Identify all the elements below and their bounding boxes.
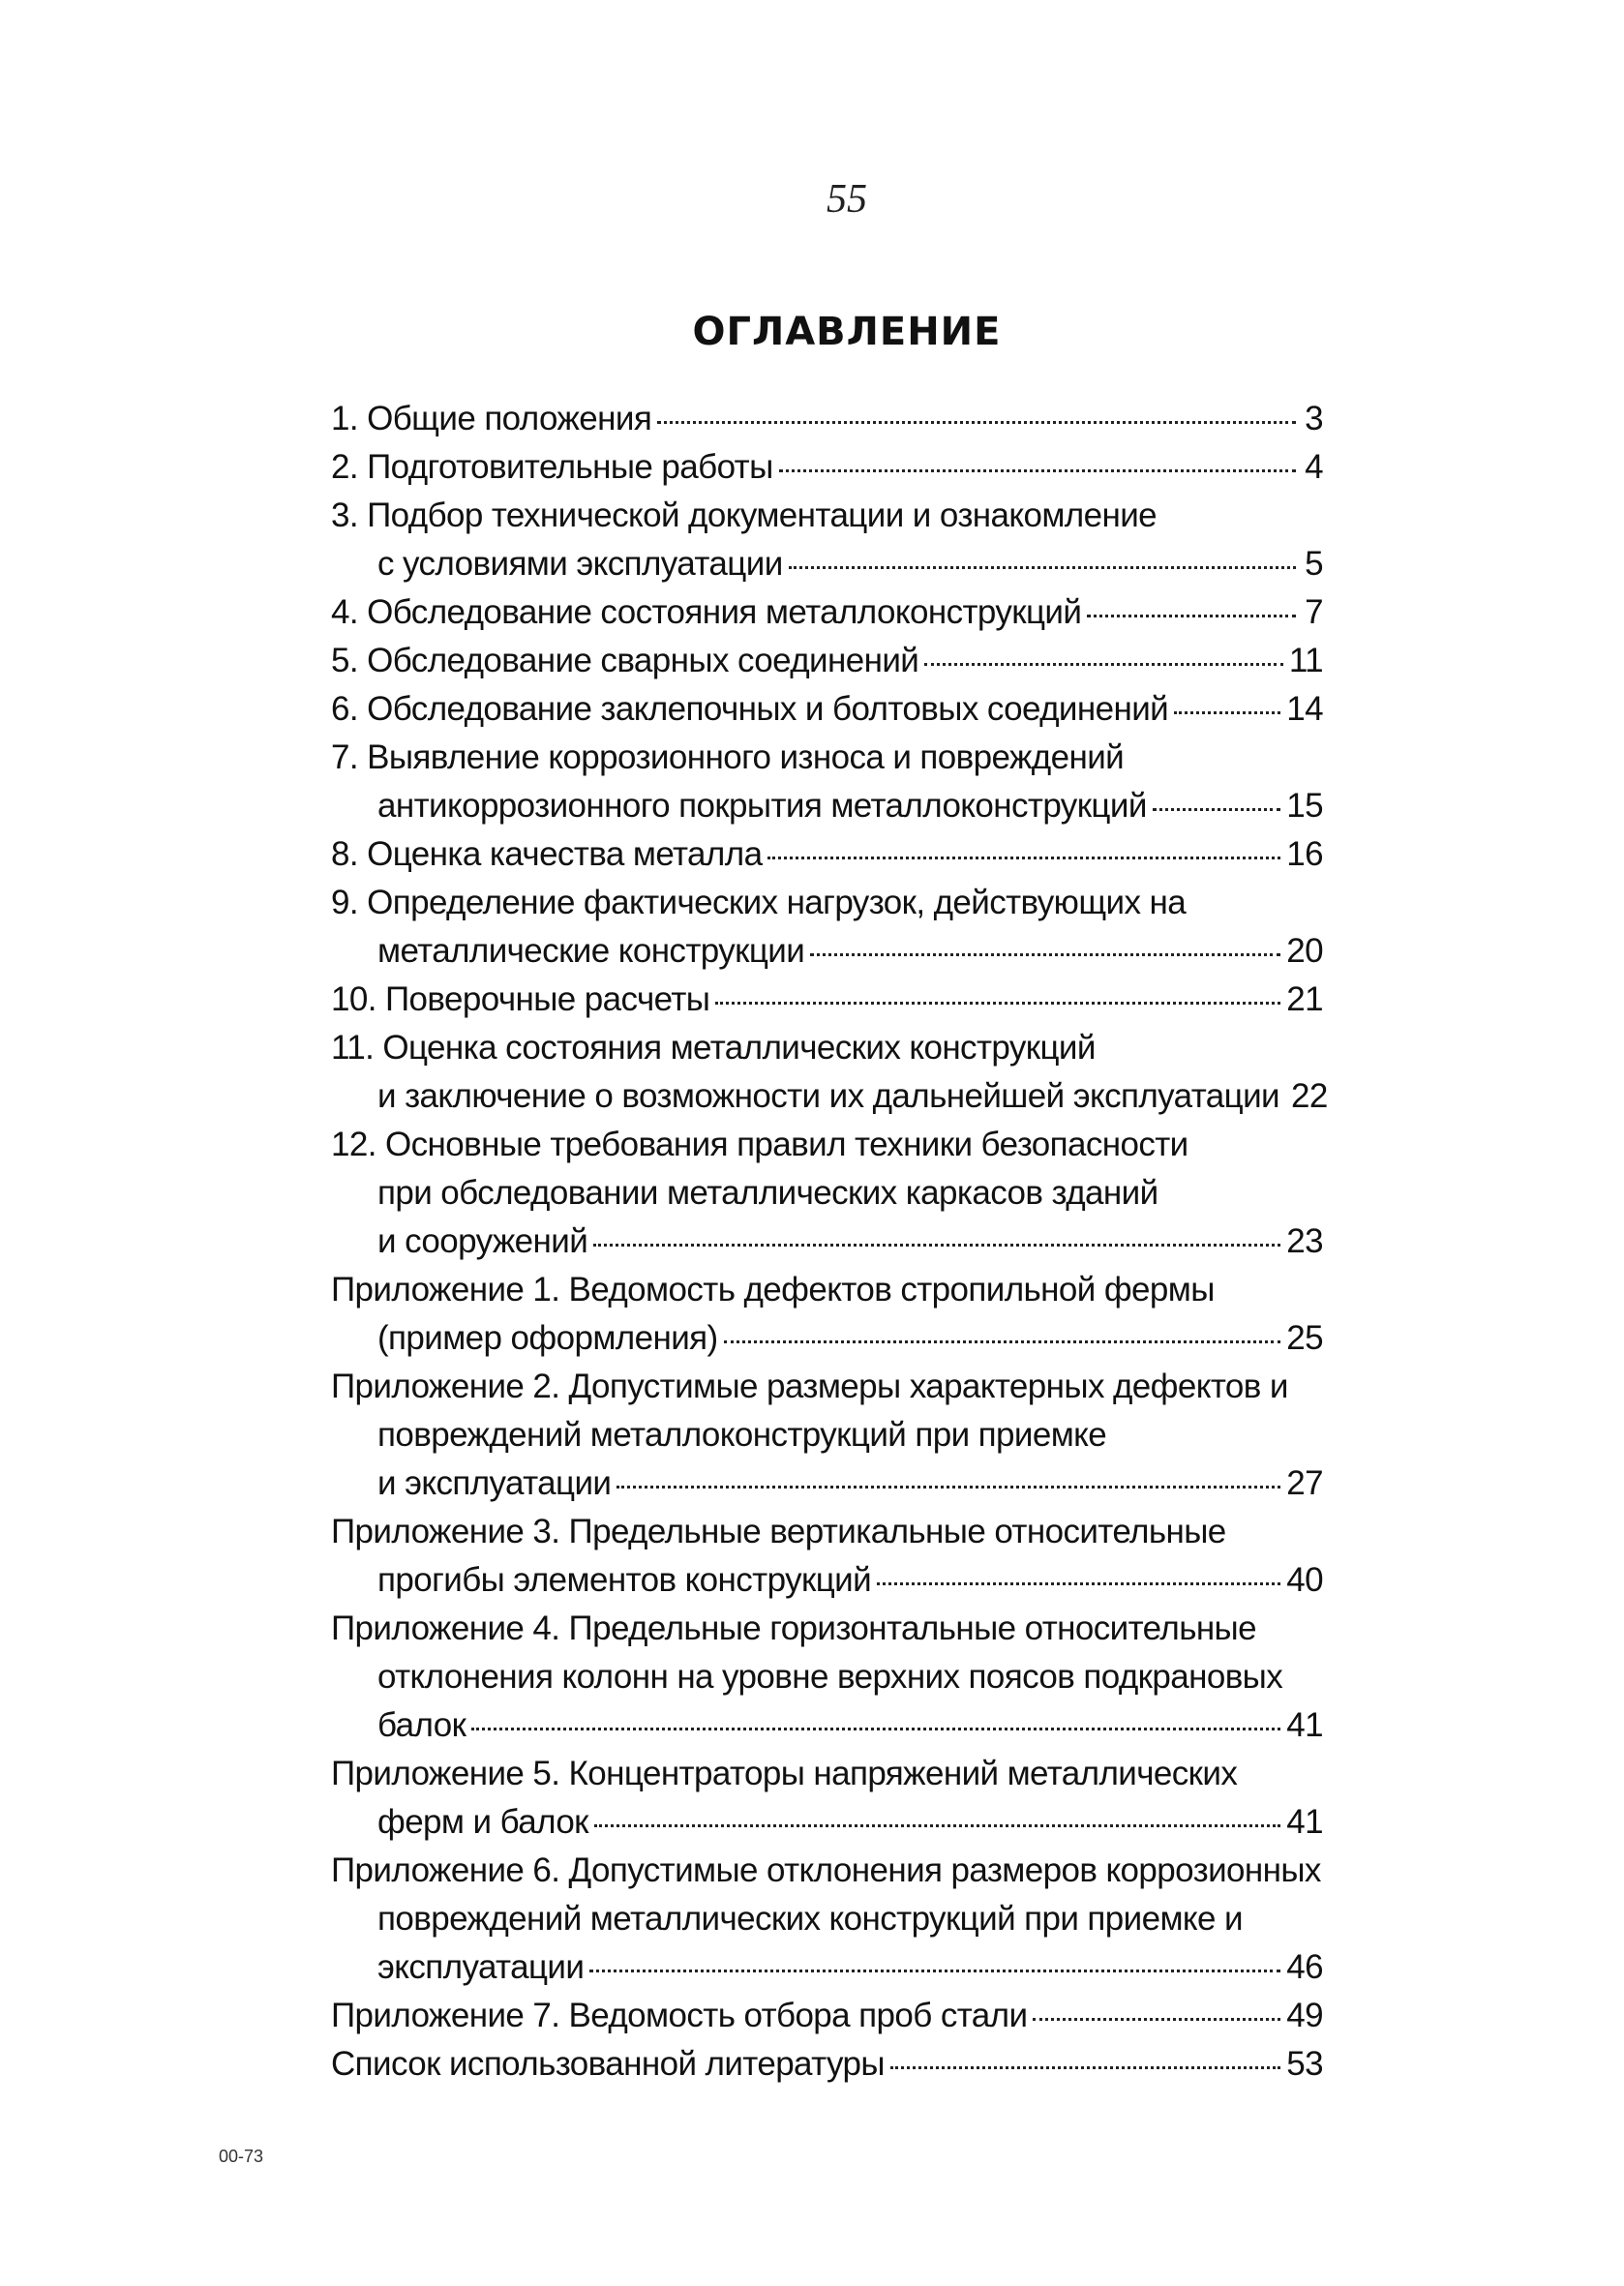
dot-leader	[724, 1340, 1281, 1343]
toc-entry[interactable]	[331, 588, 1323, 637]
dot-leader	[1087, 615, 1296, 617]
toc-entry-text: Список использованной литературы	[331, 2045, 885, 2083]
toc-entry-line	[331, 2040, 1323, 2089]
toc-entry[interactable]	[331, 685, 1323, 734]
toc-entry-text: 12. Основные требования правил техники безопасности	[331, 1126, 1188, 1163]
toc-entry-text: 3. Подбор технической документации и ознакомление	[331, 496, 1158, 534]
toc-entry-line	[331, 1024, 1323, 1072]
toc-entry[interactable]	[331, 637, 1323, 685]
toc-entry-text: Приложение 4. Предельные горизонтальные относительные	[331, 1609, 1256, 1647]
toc-entry-text: 4. Обследование состояния металлоконструкций	[331, 593, 1082, 631]
dot-leader	[1033, 2018, 1280, 2021]
toc-entry-text: и эксплуатации	[377, 1464, 612, 1502]
toc-entry[interactable]	[331, 1266, 1323, 1363]
footer-code: 00-73	[219, 2147, 264, 2166]
toc-entry-text: металлические конструкции	[377, 932, 805, 970]
toc-entry[interactable]	[331, 1605, 1323, 1750]
toc-entry-text: 6. Обследование заклепочных и болтовых соединений	[331, 690, 1169, 728]
toc-page-number: 11	[1288, 642, 1323, 679]
toc-entry-text: Приложение 3. Предельные вертикальные относительные	[331, 1513, 1226, 1550]
toc-page-number: 15	[1286, 787, 1323, 825]
dot-leader	[789, 566, 1296, 569]
toc-entry-line	[331, 1847, 1323, 1895]
toc-entry-continuation	[331, 1943, 1323, 1992]
toc-entry[interactable]	[331, 1847, 1323, 1992]
toc-entry-text: (пример оформления)	[377, 1319, 718, 1357]
toc-entry-continuation	[331, 1314, 1323, 1363]
toc-entry-continuation	[331, 1556, 1323, 1605]
dot-leader	[767, 857, 1280, 859]
toc-entry-line	[331, 395, 1323, 443]
toc-entry[interactable]	[331, 830, 1323, 879]
toc-entry-text: повреждений металлоконструкций при приемке	[377, 1416, 1107, 1454]
toc-page-number: 41	[1286, 1706, 1323, 1744]
toc-page-number: 23	[1286, 1222, 1323, 1260]
toc-entry[interactable]	[331, 1750, 1323, 1847]
toc-entry-line	[331, 879, 1323, 927]
toc-entry-text: 11. Оценка состояния металлических конструкций	[331, 1029, 1096, 1067]
toc-entry-line	[331, 1363, 1323, 1411]
toc-entry-continuation	[331, 1653, 1323, 1701]
toc-entry[interactable]	[331, 492, 1323, 588]
toc-entry-line	[331, 976, 1323, 1024]
toc-entry-text: Приложение 5. Концентраторы напряжений металлических	[331, 1755, 1238, 1792]
dot-leader	[594, 1824, 1280, 1827]
toc-page-number: 3	[1305, 400, 1323, 437]
toc-entry[interactable]	[331, 734, 1323, 830]
toc-entry-continuation	[331, 1411, 1323, 1459]
toc-entry-text: ферм и балок	[377, 1803, 588, 1841]
toc-page-number: 25	[1286, 1319, 1323, 1357]
toc-page-number: 7	[1305, 593, 1323, 631]
toc-entry-line	[331, 734, 1323, 782]
dot-leader	[593, 1244, 1280, 1247]
toc-entry[interactable]	[331, 2040, 1323, 2089]
toc-page-number: 41	[1286, 1803, 1323, 1841]
toc-entry-continuation	[331, 1701, 1323, 1750]
toc-entry-line	[331, 637, 1323, 685]
toc-page-number: 16	[1286, 835, 1323, 873]
toc-entry-continuation	[331, 1798, 1323, 1847]
toc-page-number: 21	[1286, 980, 1323, 1018]
toc-page-number: 22	[1291, 1077, 1328, 1115]
toc-entry-text: балок	[377, 1706, 466, 1744]
toc-entry-continuation	[331, 1072, 1328, 1121]
toc-entry-text: Приложение 7. Ведомость отбора проб стали	[331, 1997, 1028, 2034]
toc-entry-text: и заключение о возможности их дальнейшей эксплуатации	[377, 1077, 1279, 1115]
toc-entry-line	[331, 588, 1323, 637]
toc-entry-line	[331, 492, 1323, 540]
toc-entry-text: эксплуатации	[377, 1948, 585, 1986]
toc-entry-text: прогибы элементов конструкций	[377, 1561, 872, 1599]
toc-entry-continuation	[331, 1459, 1323, 1508]
toc-entry[interactable]	[331, 1363, 1323, 1508]
toc-entry-text: 2. Подготовительные работы	[331, 448, 773, 486]
toc-entry-text: Приложение 1. Ведомость дефектов стропильной фермы	[331, 1271, 1215, 1308]
toc-entry-continuation	[331, 927, 1323, 976]
toc-entry-line	[331, 1750, 1323, 1798]
toc-page-number: 14	[1286, 690, 1323, 728]
toc-entry-text: 7. Выявление коррозионного износа и повреждений	[331, 738, 1125, 776]
dot-leader	[617, 1486, 1280, 1489]
toc-entry[interactable]	[331, 1508, 1323, 1605]
toc-page-number: 46	[1286, 1948, 1323, 1986]
toc-entry[interactable]	[331, 395, 1323, 443]
toc-page-number: 40	[1286, 1561, 1323, 1599]
dot-leader	[1174, 711, 1280, 714]
toc-entry-text: отклонения колонн на уровне верхних поясов подкрановых	[377, 1658, 1283, 1696]
toc-entry-text: 10. Поверочные расчеты	[331, 980, 710, 1018]
dot-leader	[657, 421, 1296, 424]
toc-entry-text: и сооружений	[377, 1222, 588, 1260]
toc-entry-line	[331, 1508, 1323, 1556]
toc-entry[interactable]	[331, 1024, 1328, 1121]
toc-entry-text: с условиями эксплуатации	[377, 545, 783, 583]
toc-entry-text: Приложение 2. Допустимые размеры характерных дефектов и	[331, 1368, 1288, 1405]
table-of-contents	[331, 395, 1328, 2089]
dot-leader	[779, 469, 1296, 472]
toc-entry-text: повреждений металлических конструкций при приемке и	[377, 1900, 1243, 1938]
toc-entry[interactable]	[331, 976, 1323, 1024]
toc-entry-line	[331, 1121, 1323, 1169]
toc-entry[interactable]	[331, 1121, 1323, 1266]
toc-entry-continuation	[331, 1895, 1323, 1943]
toc-entry-continuation	[331, 540, 1323, 588]
dot-leader	[471, 1728, 1280, 1730]
toc-entry-text: 1. Общие положения	[331, 400, 652, 437]
toc-entry-text: 8. Оценка качества металла	[331, 835, 763, 873]
toc-page-number: 27	[1286, 1464, 1323, 1502]
toc-entry-continuation	[331, 1169, 1323, 1218]
toc-entry-line	[331, 685, 1323, 734]
dot-leader	[1153, 808, 1281, 811]
toc-entry-line	[331, 443, 1323, 492]
toc-entry-line	[331, 1266, 1323, 1314]
page-number: 55	[827, 177, 867, 222]
dot-leader	[715, 1002, 1280, 1005]
toc-page-number: 20	[1286, 932, 1323, 970]
toc-entry-text: при обследовании металлических каркасов зданий	[377, 1174, 1158, 1212]
toc-entry-continuation	[331, 1218, 1323, 1266]
dot-leader	[890, 2066, 1280, 2069]
dot-leader	[810, 953, 1280, 956]
toc-entry[interactable]	[331, 443, 1323, 492]
dot-leader	[924, 663, 1283, 666]
toc-entry[interactable]	[331, 1992, 1323, 2040]
toc-entry-text: 9. Определение фактических нагрузок, действующих на	[331, 884, 1187, 921]
dot-leader	[877, 1582, 1280, 1585]
toc-entry-text: 5. Обследование сварных соединений	[331, 642, 919, 679]
toc-entry-line	[331, 1992, 1323, 2040]
toc-page-number: 53	[1286, 2045, 1323, 2083]
toc-entry-line	[331, 1605, 1323, 1653]
toc-page-number: 49	[1286, 1997, 1323, 2034]
toc-page-number: 4	[1305, 448, 1323, 486]
toc-entry[interactable]	[331, 879, 1323, 976]
toc-page-number: 5	[1305, 545, 1323, 583]
toc-title: ОГЛАВЛЕНИЕ	[692, 310, 1002, 354]
toc-entry-line	[331, 830, 1323, 879]
dot-leader	[589, 1970, 1280, 1972]
toc-entry-text: антикоррозионного покрытия металлоконструкций	[377, 787, 1147, 825]
toc-entry-text: Приложение 6. Допустимые отклонения размеров коррозионных	[331, 1851, 1321, 1889]
toc-entry-continuation	[331, 782, 1323, 830]
